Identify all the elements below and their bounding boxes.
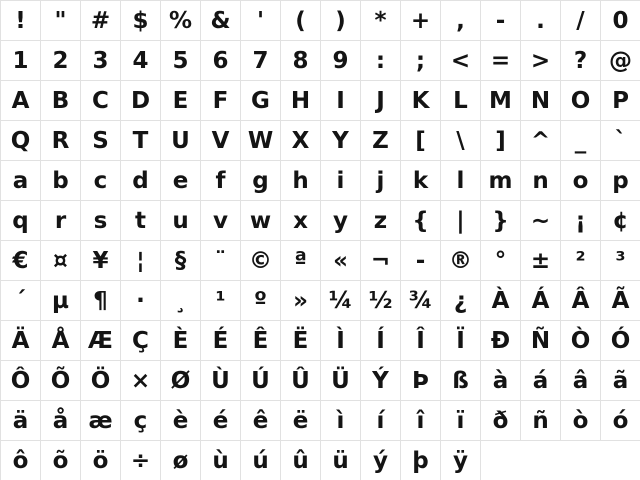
glyph-cell: ¥ <box>81 241 121 281</box>
glyph-cell: # <box>81 1 121 41</box>
glyph-cell: W <box>241 121 281 161</box>
glyph-cell: · <box>121 281 161 321</box>
glyph-cell: ¾ <box>401 281 441 321</box>
glyph-cell: » <box>281 281 321 321</box>
glyph-cell: º <box>241 281 281 321</box>
glyph-cell: u <box>161 201 201 241</box>
glyph-cell: p <box>601 161 640 201</box>
glyph-cell: ì <box>321 401 361 441</box>
glyph-cell: è <box>161 401 201 441</box>
glyph-cell: ã <box>601 361 640 401</box>
glyph-cell: X <box>281 121 321 161</box>
glyph-cell: N <box>521 81 561 121</box>
glyph-cell: l <box>441 161 481 201</box>
glyph-cell: [ <box>401 121 441 161</box>
glyph-cell: ý <box>361 441 401 480</box>
glyph-cell: Â <box>561 281 601 321</box>
glyph-cell: ¶ <box>81 281 121 321</box>
glyph-cell: 5 <box>161 41 201 81</box>
glyph-cell: 0 <box>601 1 640 41</box>
glyph-cell: ä <box>1 401 41 441</box>
glyph-cell: ï <box>441 401 481 441</box>
glyph-cell: 1 <box>1 41 41 81</box>
glyph-cell: ó <box>601 401 640 441</box>
glyph-cell: Ö <box>81 361 121 401</box>
glyph-cell: m <box>481 161 521 201</box>
glyph-cell: æ <box>81 401 121 441</box>
glyph-cell: 2 <box>41 41 81 81</box>
glyph-cell: ° <box>481 241 521 281</box>
glyph-cell: Û <box>281 361 321 401</box>
glyph-cell: Ä <box>1 321 41 361</box>
glyph-cell: 9 <box>321 41 361 81</box>
glyph-cell: Ë <box>281 321 321 361</box>
glyph-cell: Ê <box>241 321 281 361</box>
glyph-cell: V <box>201 121 241 161</box>
glyph-cell: © <box>241 241 281 281</box>
glyph-cell: ¿ <box>441 281 481 321</box>
glyph-cell: ñ <box>521 401 561 441</box>
glyph-cell: ~ <box>521 201 561 241</box>
glyph-cell: - <box>481 1 521 41</box>
glyph-cell: ù <box>201 441 241 480</box>
glyph-cell: L <box>441 81 481 121</box>
glyph-cell: þ <box>401 441 441 480</box>
glyph-cell: " <box>41 1 81 41</box>
glyph-cell: S <box>81 121 121 161</box>
glyph-cell: _ <box>561 121 601 161</box>
glyph-cell: ª <box>281 241 321 281</box>
glyph-cell: c <box>81 161 121 201</box>
glyph-cell: U <box>161 121 201 161</box>
glyph-cell: ¨ <box>201 241 241 281</box>
glyph-cell: D <box>121 81 161 121</box>
glyph-cell: - <box>401 241 441 281</box>
glyph-cell: C <box>81 81 121 121</box>
glyph-cell: ) <box>321 1 361 41</box>
glyph-cell: Á <box>521 281 561 321</box>
glyph-cell: @ <box>601 41 640 81</box>
glyph-cell: 4 <box>121 41 161 81</box>
glyph-cell: h <box>281 161 321 201</box>
glyph-cell: . <box>521 1 561 41</box>
glyph-cell: ¢ <box>601 201 640 241</box>
glyph-cell: å <box>41 401 81 441</box>
glyph-cell: g <box>241 161 281 201</box>
glyph-cell: ® <box>441 241 481 281</box>
glyph-cell: é <box>201 401 241 441</box>
glyph-cell: = <box>481 41 521 81</box>
glyph-cell: û <box>281 441 321 480</box>
glyph-cell: ¡ <box>561 201 601 241</box>
glyph-cell: Ï <box>441 321 481 361</box>
glyph-cell: Ú <box>241 361 281 401</box>
glyph-cell: ? <box>561 41 601 81</box>
glyph-cell: Ò <box>561 321 601 361</box>
glyph-cell: Þ <box>401 361 441 401</box>
glyph-cell: R <box>41 121 81 161</box>
glyph-cell: : <box>361 41 401 81</box>
glyph-cell: % <box>161 1 201 41</box>
glyph-cell: \ <box>441 121 481 161</box>
glyph-cell: 7 <box>241 41 281 81</box>
glyph-cell: k <box>401 161 441 201</box>
glyph-cell: ¸ <box>161 281 201 321</box>
glyph-cell: Ñ <box>521 321 561 361</box>
glyph-cell: o <box>561 161 601 201</box>
glyph-cell: ¹ <box>201 281 241 321</box>
glyph-cell: Í <box>361 321 401 361</box>
glyph-cell: Æ <box>81 321 121 361</box>
glyph-cell: ¦ <box>121 241 161 281</box>
glyph-cell: j <box>361 161 401 201</box>
glyph-cell: Ü <box>321 361 361 401</box>
glyph-cell: f <box>201 161 241 201</box>
glyph-cell: Î <box>401 321 441 361</box>
glyph-cell: O <box>561 81 601 121</box>
glyph-cell: E <box>161 81 201 121</box>
glyph-cell: ½ <box>361 281 401 321</box>
glyph-cell: ð <box>481 401 521 441</box>
glyph-cell: Ó <box>601 321 640 361</box>
glyph-cell: ' <box>241 1 281 41</box>
glyph-cell: s <box>81 201 121 241</box>
glyph-cell: á <box>521 361 561 401</box>
glyph-cell: Ô <box>1 361 41 401</box>
glyph-cell: î <box>401 401 441 441</box>
glyph-cell: M <box>481 81 521 121</box>
glyph-cell: I <box>321 81 361 121</box>
glyph-cell: ô <box>1 441 41 480</box>
glyph-cell: Ù <box>201 361 241 401</box>
glyph-cell: Ì <box>321 321 361 361</box>
glyph-cell: F <box>201 81 241 121</box>
glyph-cell: Ð <box>481 321 521 361</box>
glyph-cell: B <box>41 81 81 121</box>
glyph-cell: ´ <box>1 281 41 321</box>
glyph-cell: § <box>161 241 201 281</box>
glyph-cell: ç <box>121 401 161 441</box>
glyph-cell: { <box>401 201 441 241</box>
glyph-cell: x <box>281 201 321 241</box>
glyph-cell: ! <box>1 1 41 41</box>
glyph-cell: A <box>1 81 41 121</box>
glyph-cell: r <box>41 201 81 241</box>
glyph-cell: 3 <box>81 41 121 81</box>
glyph-cell: , <box>441 1 481 41</box>
glyph-cell: J <box>361 81 401 121</box>
glyph-cell: ± <box>521 241 561 281</box>
glyph-cell: ¬ <box>361 241 401 281</box>
glyph-cell: 8 <box>281 41 321 81</box>
glyph-cell: * <box>361 1 401 41</box>
glyph-cell: È <box>161 321 201 361</box>
glyph-cell: « <box>321 241 361 281</box>
glyph-cell: í <box>361 401 401 441</box>
glyph-cell: ÿ <box>441 441 481 480</box>
glyph-cell: ¼ <box>321 281 361 321</box>
glyph-cell: ø <box>161 441 201 480</box>
glyph-cell: G <box>241 81 281 121</box>
glyph-cell: × <box>121 361 161 401</box>
glyph-cell: à <box>481 361 521 401</box>
glyph-cell: | <box>441 201 481 241</box>
glyph-cell: Q <box>1 121 41 161</box>
glyph-cell: i <box>321 161 361 201</box>
glyph-cell: y <box>321 201 361 241</box>
glyph-cell: t <box>121 201 161 241</box>
glyph-cell: H <box>281 81 321 121</box>
glyph-cell: } <box>481 201 521 241</box>
glyph-cell: P <box>601 81 640 121</box>
glyph-cell: Ø <box>161 361 201 401</box>
glyph-cell: d <box>121 161 161 201</box>
glyph-cell: É <box>201 321 241 361</box>
glyph-cell: ü <box>321 441 361 480</box>
glyph-cell: / <box>561 1 601 41</box>
glyph-cell: Y <box>321 121 361 161</box>
glyph-cell: µ <box>41 281 81 321</box>
glyph-cell: € <box>1 241 41 281</box>
glyph-cell: ³ <box>601 241 640 281</box>
glyph-cell: $ <box>121 1 161 41</box>
glyph-cell: À <box>481 281 521 321</box>
glyph-cell: ú <box>241 441 281 480</box>
glyph-cell: > <box>521 41 561 81</box>
glyph-cell: ¤ <box>41 241 81 281</box>
glyph-cell: ^ <box>521 121 561 161</box>
glyph-cell: â <box>561 361 601 401</box>
glyph-cell: ë <box>281 401 321 441</box>
glyph-cell: ; <box>401 41 441 81</box>
glyph-cell: v <box>201 201 241 241</box>
glyph-cell: ` <box>601 121 640 161</box>
glyph-cell: e <box>161 161 201 201</box>
glyph-cell: ] <box>481 121 521 161</box>
glyph-cell: n <box>521 161 561 201</box>
glyph-cell: q <box>1 201 41 241</box>
glyph-cell: K <box>401 81 441 121</box>
glyph-cell: ÷ <box>121 441 161 480</box>
glyph-cell: ( <box>281 1 321 41</box>
empty-area <box>481 441 640 480</box>
glyph-cell: ß <box>441 361 481 401</box>
glyph-cell: z <box>361 201 401 241</box>
glyph-cell: w <box>241 201 281 241</box>
glyph-cell: Å <box>41 321 81 361</box>
glyph-cell: 6 <box>201 41 241 81</box>
glyph-cell: ² <box>561 241 601 281</box>
glyph-cell: ò <box>561 401 601 441</box>
glyph-cell: a <box>1 161 41 201</box>
glyph-cell: T <box>121 121 161 161</box>
glyph-cell: õ <box>41 441 81 480</box>
glyph-cell: Ý <box>361 361 401 401</box>
glyph-cell: < <box>441 41 481 81</box>
glyph-cell: Ã <box>601 281 640 321</box>
glyph-cell: b <box>41 161 81 201</box>
glyph-cell: ê <box>241 401 281 441</box>
glyph-cell: & <box>201 1 241 41</box>
glyph-cell: + <box>401 1 441 41</box>
glyph-cell: Z <box>361 121 401 161</box>
glyph-cell: Ç <box>121 321 161 361</box>
glyph-cell: ö <box>81 441 121 480</box>
glyph-cell: Õ <box>41 361 81 401</box>
